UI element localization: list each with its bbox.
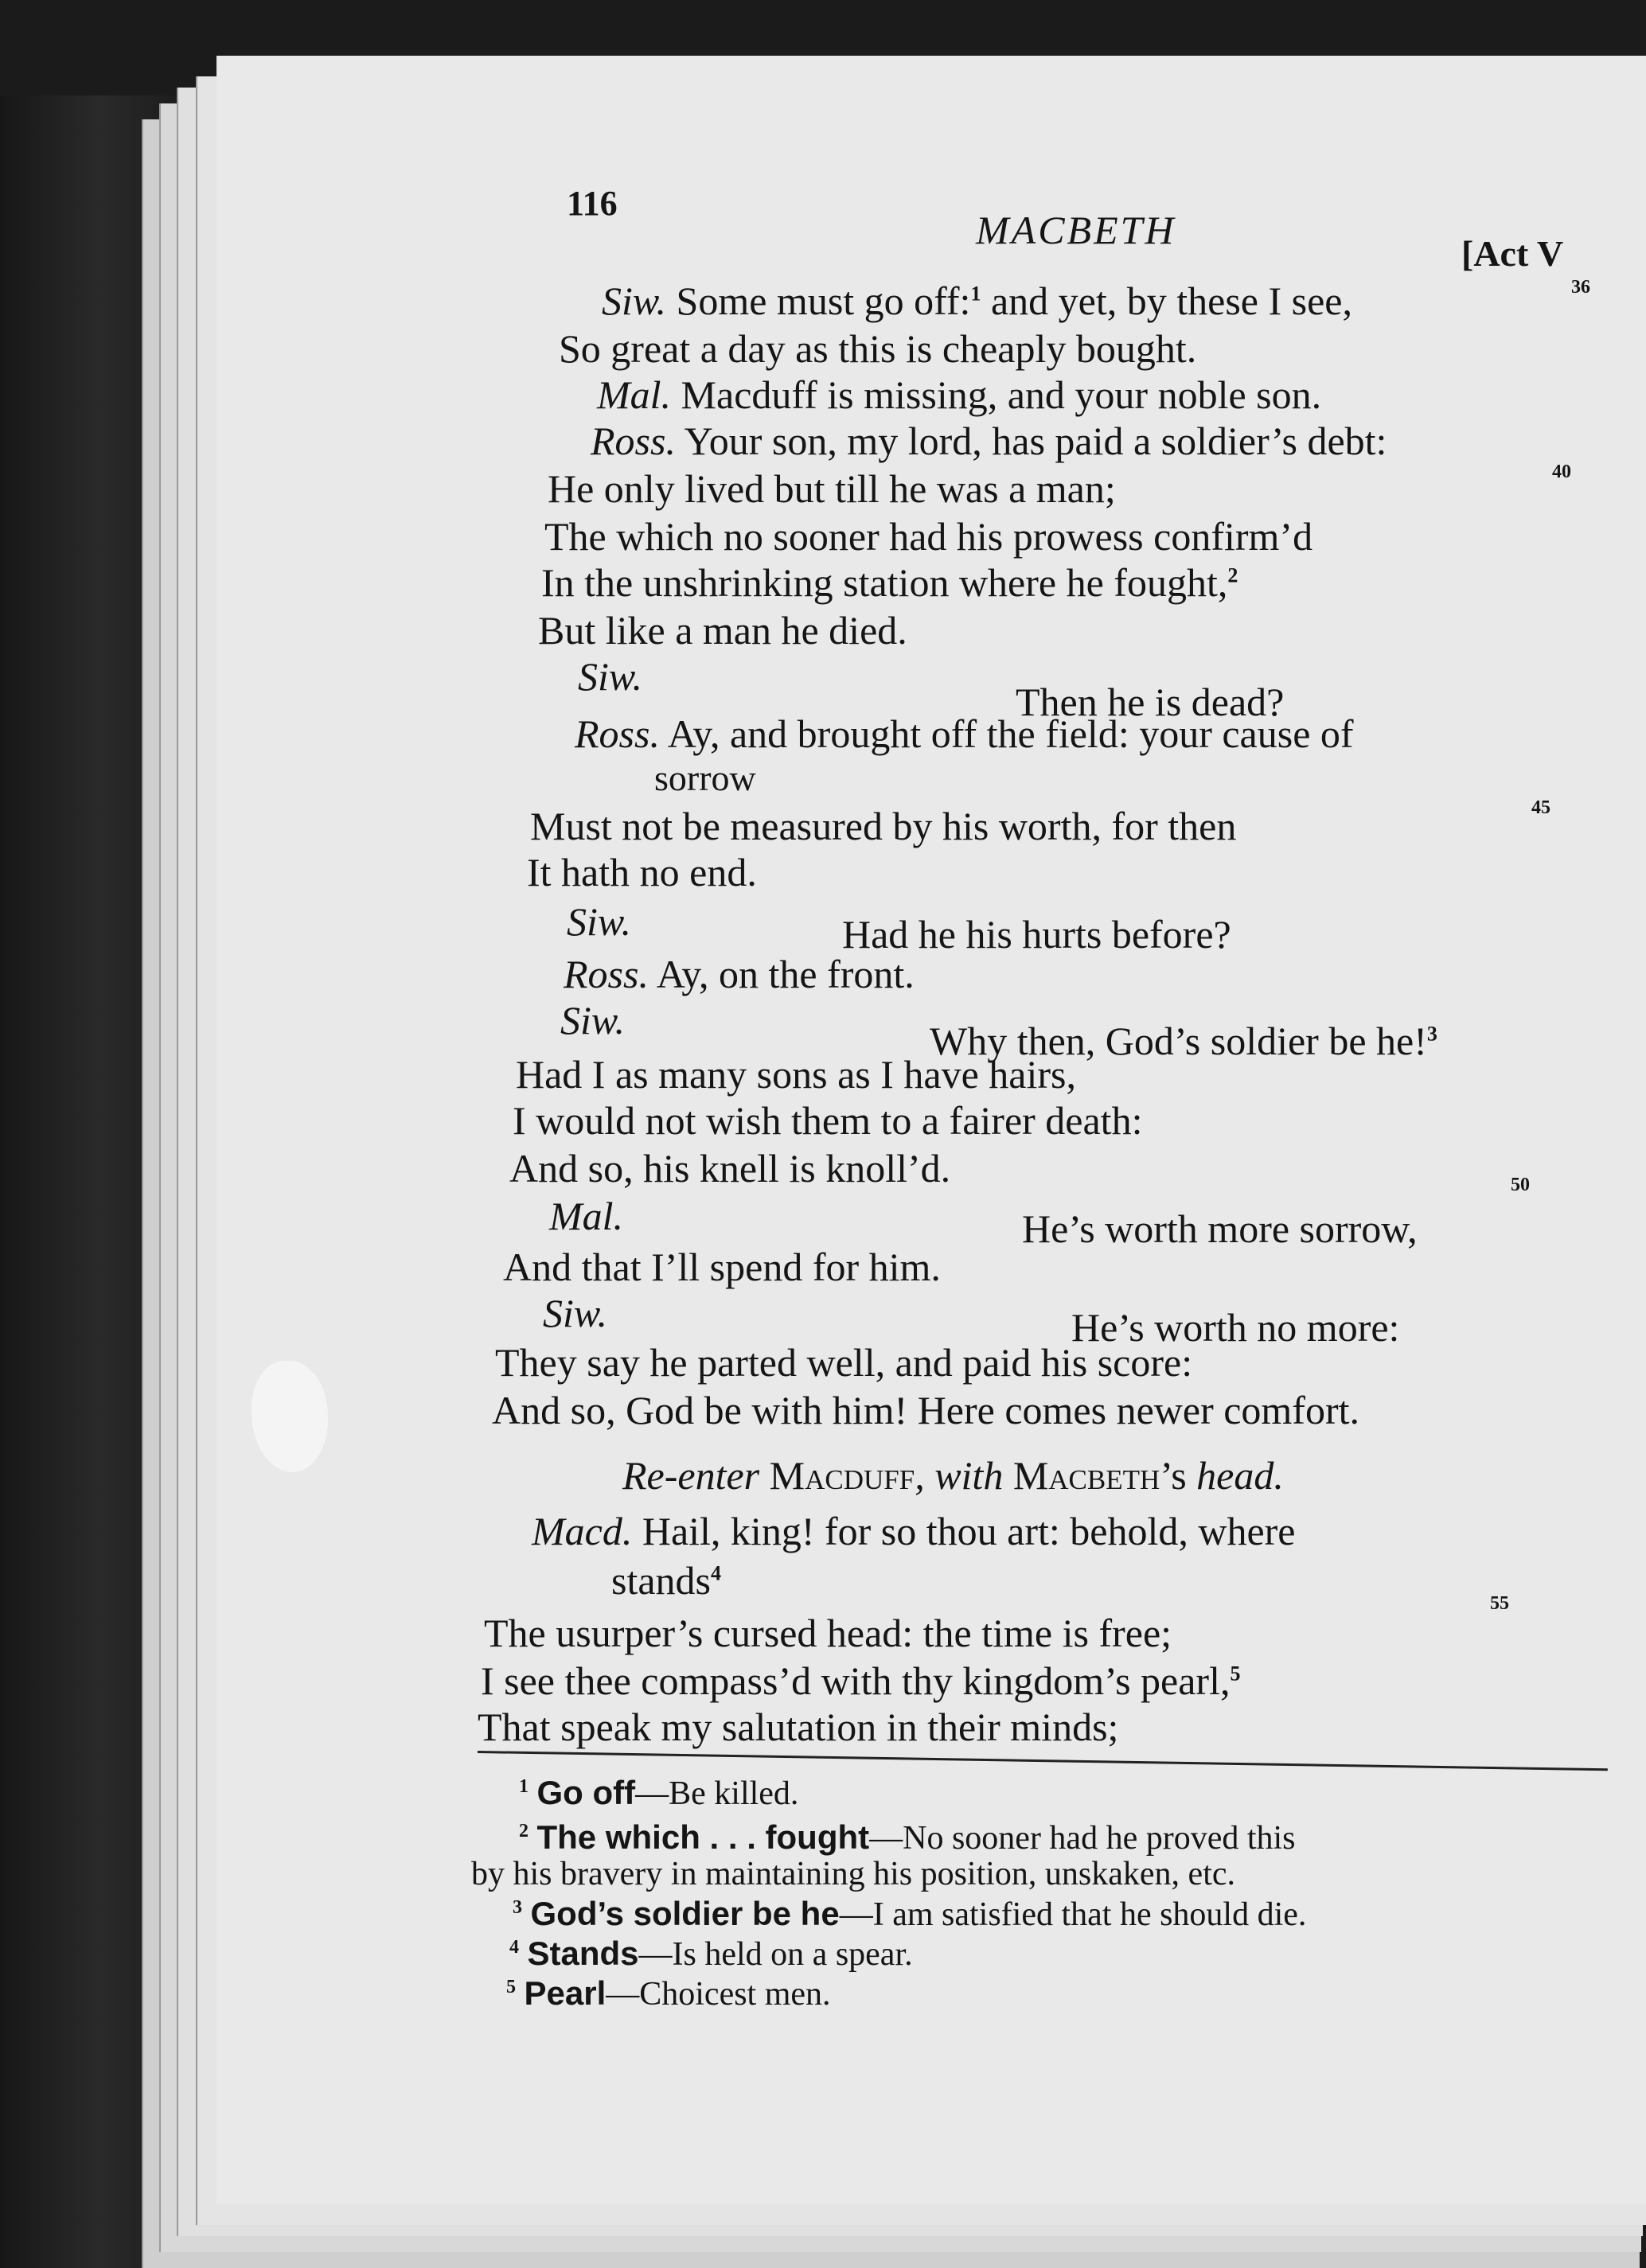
line-number: 50 xyxy=(1511,1175,1530,1195)
verse-line: In the unshrinking station where he fought,$^2$ xyxy=(541,560,1238,605)
footnote-marker: 1 xyxy=(970,282,981,306)
footnote-term: Pearl xyxy=(524,1974,607,2012)
line-number: 36 xyxy=(1571,277,1590,298)
verse-line: That speak my salutation in their minds; xyxy=(478,1705,1119,1749)
footnote: $^2$ The which . . . fought—No sooner had he proved this xyxy=(519,1818,1296,1857)
verse-line: Macd. Hail, king! for so thou art: behold, where xyxy=(532,1509,1296,1553)
verse-line: I would not wish them to a fairer death: xyxy=(513,1098,1143,1143)
verse-line-continuation: sorrow xyxy=(654,758,756,798)
footnote-continuation: by his bravery in maintaining his position, unskaken, etc. xyxy=(471,1856,1236,1892)
page-number: 116 xyxy=(567,184,618,223)
character-name: Macduff xyxy=(769,1453,915,1498)
verse-line: Must not be measured by his worth, for then xyxy=(530,804,1237,848)
speaker: Siw. xyxy=(543,1291,608,1335)
verse-line-continuation: stands$^4$ xyxy=(611,1558,721,1603)
footnote: $^3$ God’s soldier be he—I am satisfied that he should die. xyxy=(513,1895,1307,1933)
speaker: Ross. xyxy=(591,419,676,463)
footnote: $^4$ Stands—Is held on a spear. xyxy=(509,1935,913,1973)
verse-line: Then he is dead? xyxy=(1016,680,1285,724)
verse-line: They say he parted well, and paid his score: xyxy=(495,1340,1193,1385)
line-number: 55 xyxy=(1490,1593,1509,1614)
verse-line: It hath no end. xyxy=(527,850,757,894)
verse-line: The which no sooner had his prowess confirm’d xyxy=(544,514,1313,559)
stage-direction: Re-enter Macduff, with Macbeth’s head. xyxy=(622,1453,1284,1498)
footnote-term: Go off xyxy=(536,1774,636,1811)
act-label: [Act V xyxy=(1461,233,1564,274)
speaker: Siw. xyxy=(578,654,643,699)
footnote-term: The which . . . fought xyxy=(536,1818,870,1856)
verse-line: And so, his knell is knoll’d. xyxy=(509,1146,951,1191)
verse-line: I see thee compass’d with thy kingdom’s pearl,$^5$ xyxy=(481,1658,1241,1703)
verse-line: Had I as many sons as I have hairs, xyxy=(516,1052,1076,1097)
line-number: 40 xyxy=(1552,462,1571,482)
footnote-term: Stands xyxy=(527,1935,639,1972)
verse-line: Siw. Some must go off:$^1$ and yet, by these I see, xyxy=(602,279,1352,323)
verse-line: Ross. Ay, on the front. xyxy=(564,952,915,996)
verse-line: He only lived but till he was a man; xyxy=(548,466,1116,511)
speaker: Mal. xyxy=(597,372,672,417)
verse-line: And that I’ll spend for him. xyxy=(503,1245,941,1289)
footnote-marker: 3 xyxy=(1426,1022,1437,1046)
speaker: Mal. xyxy=(549,1194,624,1238)
footnote-marker: 2 xyxy=(1227,563,1238,587)
footnote: $^1$ Go off—Be killed. xyxy=(519,1774,799,1812)
speaker: Siw. xyxy=(560,998,626,1042)
verse-line: Mal. Macduff is missing, and your noble son. xyxy=(597,372,1322,417)
footnote-marker: 4 xyxy=(711,1561,721,1585)
speaker: Siw. xyxy=(567,899,632,944)
running-title: MACBETH xyxy=(976,208,1176,252)
footnote: $^5$ Pearl—Choicest men. xyxy=(506,1974,831,2013)
verse-line: And so, God be with him! Here comes newer comfort. xyxy=(492,1388,1359,1432)
speaker: Macd. xyxy=(532,1509,633,1553)
verse-line: Why then, God’s soldier be he!$^3$ xyxy=(930,1019,1437,1063)
verse-line: So great a day as this is cheaply bought. xyxy=(559,326,1197,371)
footnote-rule xyxy=(478,1751,1608,1771)
footnote-term: God’s soldier be he xyxy=(530,1895,840,1932)
verse-line: But like a man he died. xyxy=(538,608,907,653)
verse-line: Had he his hurts before? xyxy=(842,912,1231,957)
verse-line: He’s worth no more: xyxy=(1071,1305,1400,1350)
verse-line: Ross. Your son, my lord, has paid a soldier’s debt: xyxy=(591,419,1387,463)
footnote-marker: 5 xyxy=(1230,1662,1241,1685)
verse-line: The usurper’s cursed head: the time is free; xyxy=(484,1611,1172,1655)
line-number: 45 xyxy=(1531,797,1550,818)
book-page xyxy=(216,56,1646,2204)
character-name: Macbeth xyxy=(1012,1453,1160,1498)
paper-blemish xyxy=(252,1361,328,1472)
speaker: Ross. xyxy=(564,952,649,996)
speaker: Siw. xyxy=(602,279,667,323)
verse-line: He’s worth more sorrow, xyxy=(1022,1206,1418,1251)
speaker: Ross. xyxy=(575,711,660,756)
verse-line: Ross. Ay, and brought off the field: your cause of xyxy=(575,711,1354,756)
